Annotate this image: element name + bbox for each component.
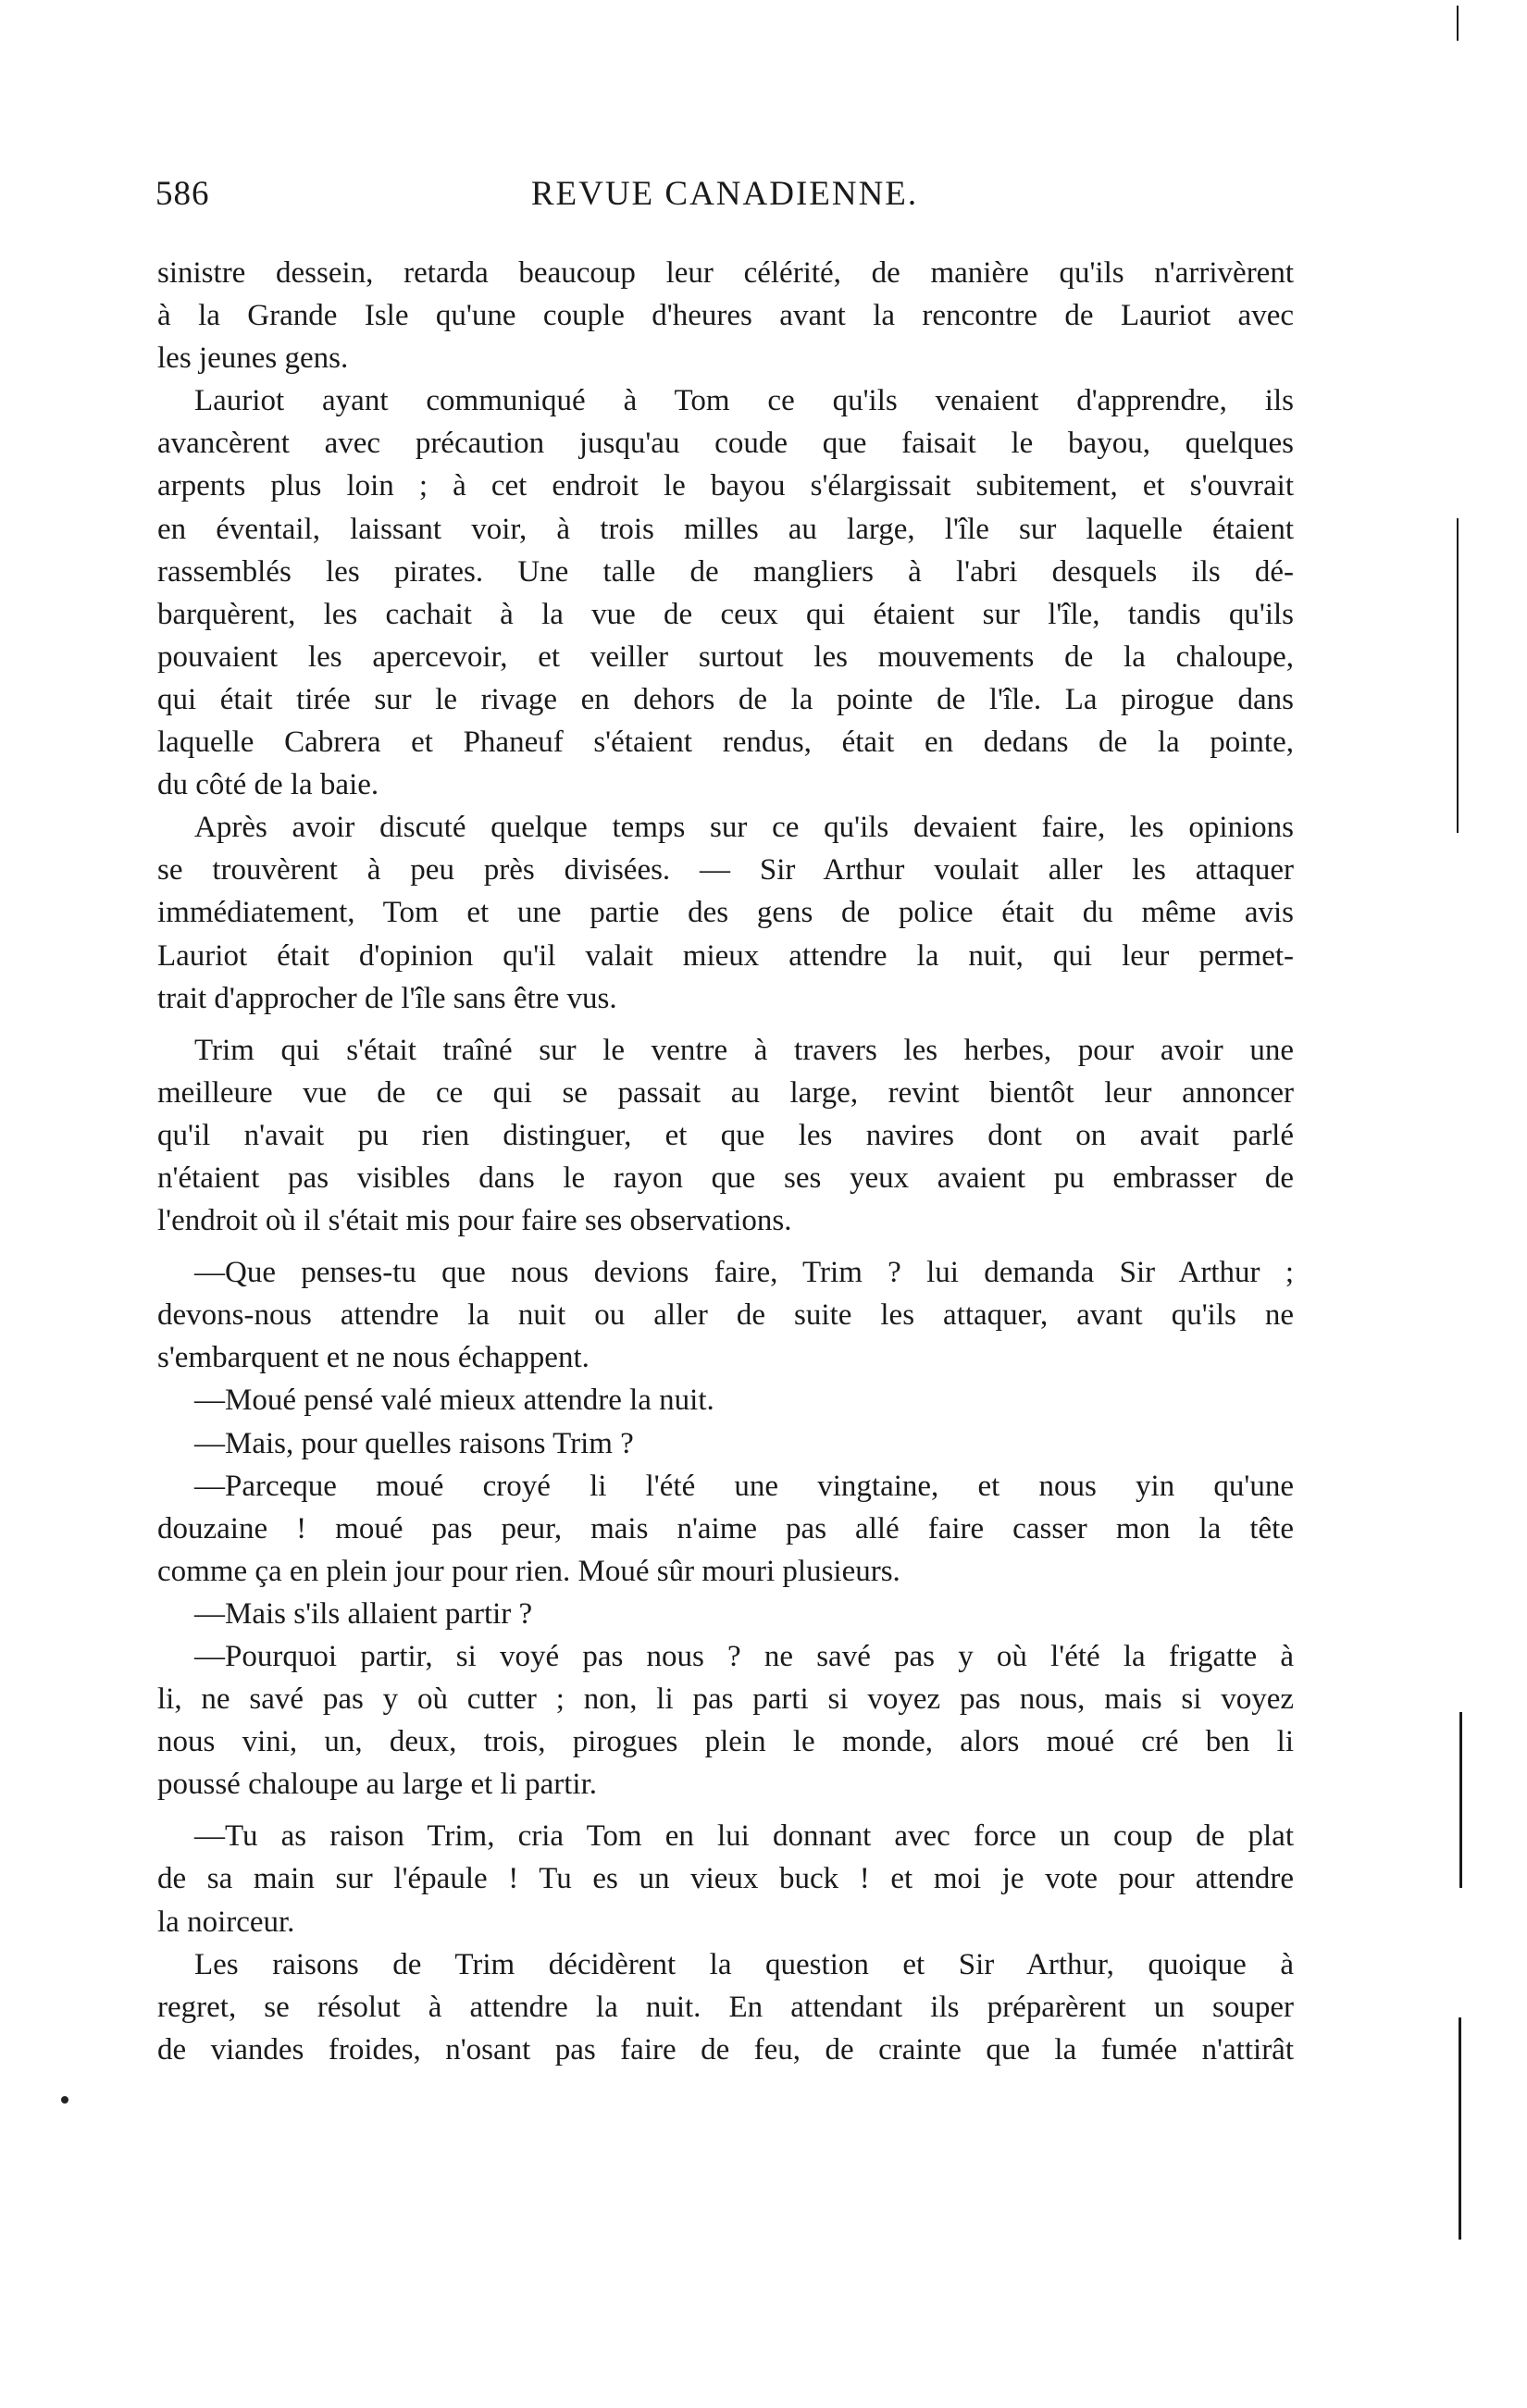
text-line: li, ne savé pas y où cutter ; non, li pas parti si voyez pas nous, mais si voyez [157,1682,1294,1717]
text-line: barquèrent, les cachait à la vue de ceux qui étaient sur l'île, tandis qu'ils [157,597,1294,631]
journal-title: REVUE CANADIENNE. [530,175,919,213]
text-line: comme ça en plein jour pour rien. Moué sûr mouri plusieurs. [157,1554,900,1588]
text-line: trait d'approcher de l'île sans être vus. [157,981,617,1015]
text-line: —Parceque moué croyé li l'été une vingtaine, et nous yin qu'une [194,1469,1294,1503]
text-line: qu'il n'avait pu rien distinguer, et que les navires dont on avait parlé [157,1118,1294,1152]
text-line: rassemblés les pirates. Une talle de mangliers à l'abri desquels ils dé- [157,554,1294,589]
text-line: Les raisons de Trim décidèrent la question et Sir Arthur, quoique à [194,1947,1294,1981]
text-line: laquelle Cabrera et Phaneuf s'étaient rendus, était en dedans de la pointe, [157,726,1294,760]
margin-dot-mark [61,2096,68,2104]
text-line: l'endroit où il s'était mis pour faire ses observations. [157,1204,792,1238]
text-line: se trouvèrent à peu près divisées. — Sir Arthur voulait aller les attaquer [157,853,1294,887]
body-text [157,252,1294,2071]
text-line: en éventail, laissant voir, à trois milles au large, l'île sur laquelle étaient [157,512,1294,546]
text-line: —Tu as raison Trim, cria Tom en lui donnant avec force un coup de plat [194,1819,1294,1854]
page-number: 586 [155,175,210,213]
text-line: Après avoir discuté quelque temps sur ce qu'ils devaient faire, les opinions [194,811,1294,845]
margin-scan-mark [1457,518,1459,833]
margin-scan-mark [1457,6,1459,41]
text-line: sinistre dessein, retarda beaucoup leur célérité, de manière qu'ils n'arrivèrent [157,256,1294,290]
text-line: —Moué pensé valé mieux attendre la nuit. [194,1384,714,1418]
text-line: pouvaient les apercevoir, et veiller surtout les mouvements de la chaloupe, [157,639,1294,674]
text-line: arpents plus loin ; à cet endroit le bayou s'élargissait subitement, et s'ouvrait [157,469,1294,503]
text-line: —Mais s'ils allaient partir ? [194,1596,533,1631]
text-line: du côté de la baie. [157,768,379,802]
text-line: Lauriot était d'opinion qu'il valait mieux attendre la nuit, qui leur permet- [157,938,1294,973]
text-line: meilleure vue de ce qui se passait au large, revint bientôt leur annoncer [157,1075,1294,1110]
text-line: n'étaient pas visibles dans le rayon que ses yeux avaient pu embrasser de [157,1161,1294,1195]
text-line: —Pourquoi partir, si voyé pas nous ? ne savé pas y où l'été la frigatte à [194,1640,1294,1673]
text-line: immédiatement, Tom et une partie des gens de police était du même avis [157,896,1294,930]
text-line: —Mais, pour quelles raisons Trim ? [194,1426,634,1460]
text-line: Trim qui s'était traîné sur le ventre à travers les herbes, pour avoir une [194,1033,1294,1067]
text-line: nous vini, un, deux, trois, pirogues plein le monde, alors moué cré ben li [157,1725,1294,1759]
running-head [155,174,1294,230]
text-line: qui était tirée sur le rivage en dehors de la pointe de l'île. La pirogue dans [157,682,1294,716]
text-line: s'embarquent et ne nous échappent. [157,1341,590,1375]
text-line: devons-nous attendre la nuit ou aller de suite les attaquer, avant qu'ils ne [157,1298,1294,1333]
text-line: regret, se résolut à attendre la nuit. En attendant ils préparèrent un souper [157,1990,1294,2024]
margin-scan-mark [1459,1712,1462,1888]
text-line: la noirceur. [157,1905,295,1939]
text-line: Lauriot ayant communiqué à Tom ce qu'ils venaient d'apprendre, ils [194,384,1294,418]
margin-scan-mark [1459,2017,1461,2240]
text-line: de sa main sur l'épaule ! Tu es un vieux buck ! et moi je vote pour attendre [157,1862,1294,1896]
text-line: douzaine ! moué pas peur, mais n'aime pas allé faire casser mon la tête [157,1511,1294,1545]
text-line: à la Grande Isle qu'une couple d'heures avant la rencontre de Lauriot avec [157,299,1294,333]
text-line: de viandes froides, n'osant pas faire de feu, de crainte que la fumée n'attirât [157,2032,1294,2067]
text-line: poussé chaloupe au large et li partir. [157,1768,597,1802]
text-line: les jeunes gens. [157,341,349,376]
text-line: —Que penses-tu que nous devions faire, Trim ? lui demanda Sir Arthur ; [194,1256,1294,1290]
text-line: avancèrent avec précaution jusqu'au coude que faisait le bayou, quelques [157,427,1294,461]
